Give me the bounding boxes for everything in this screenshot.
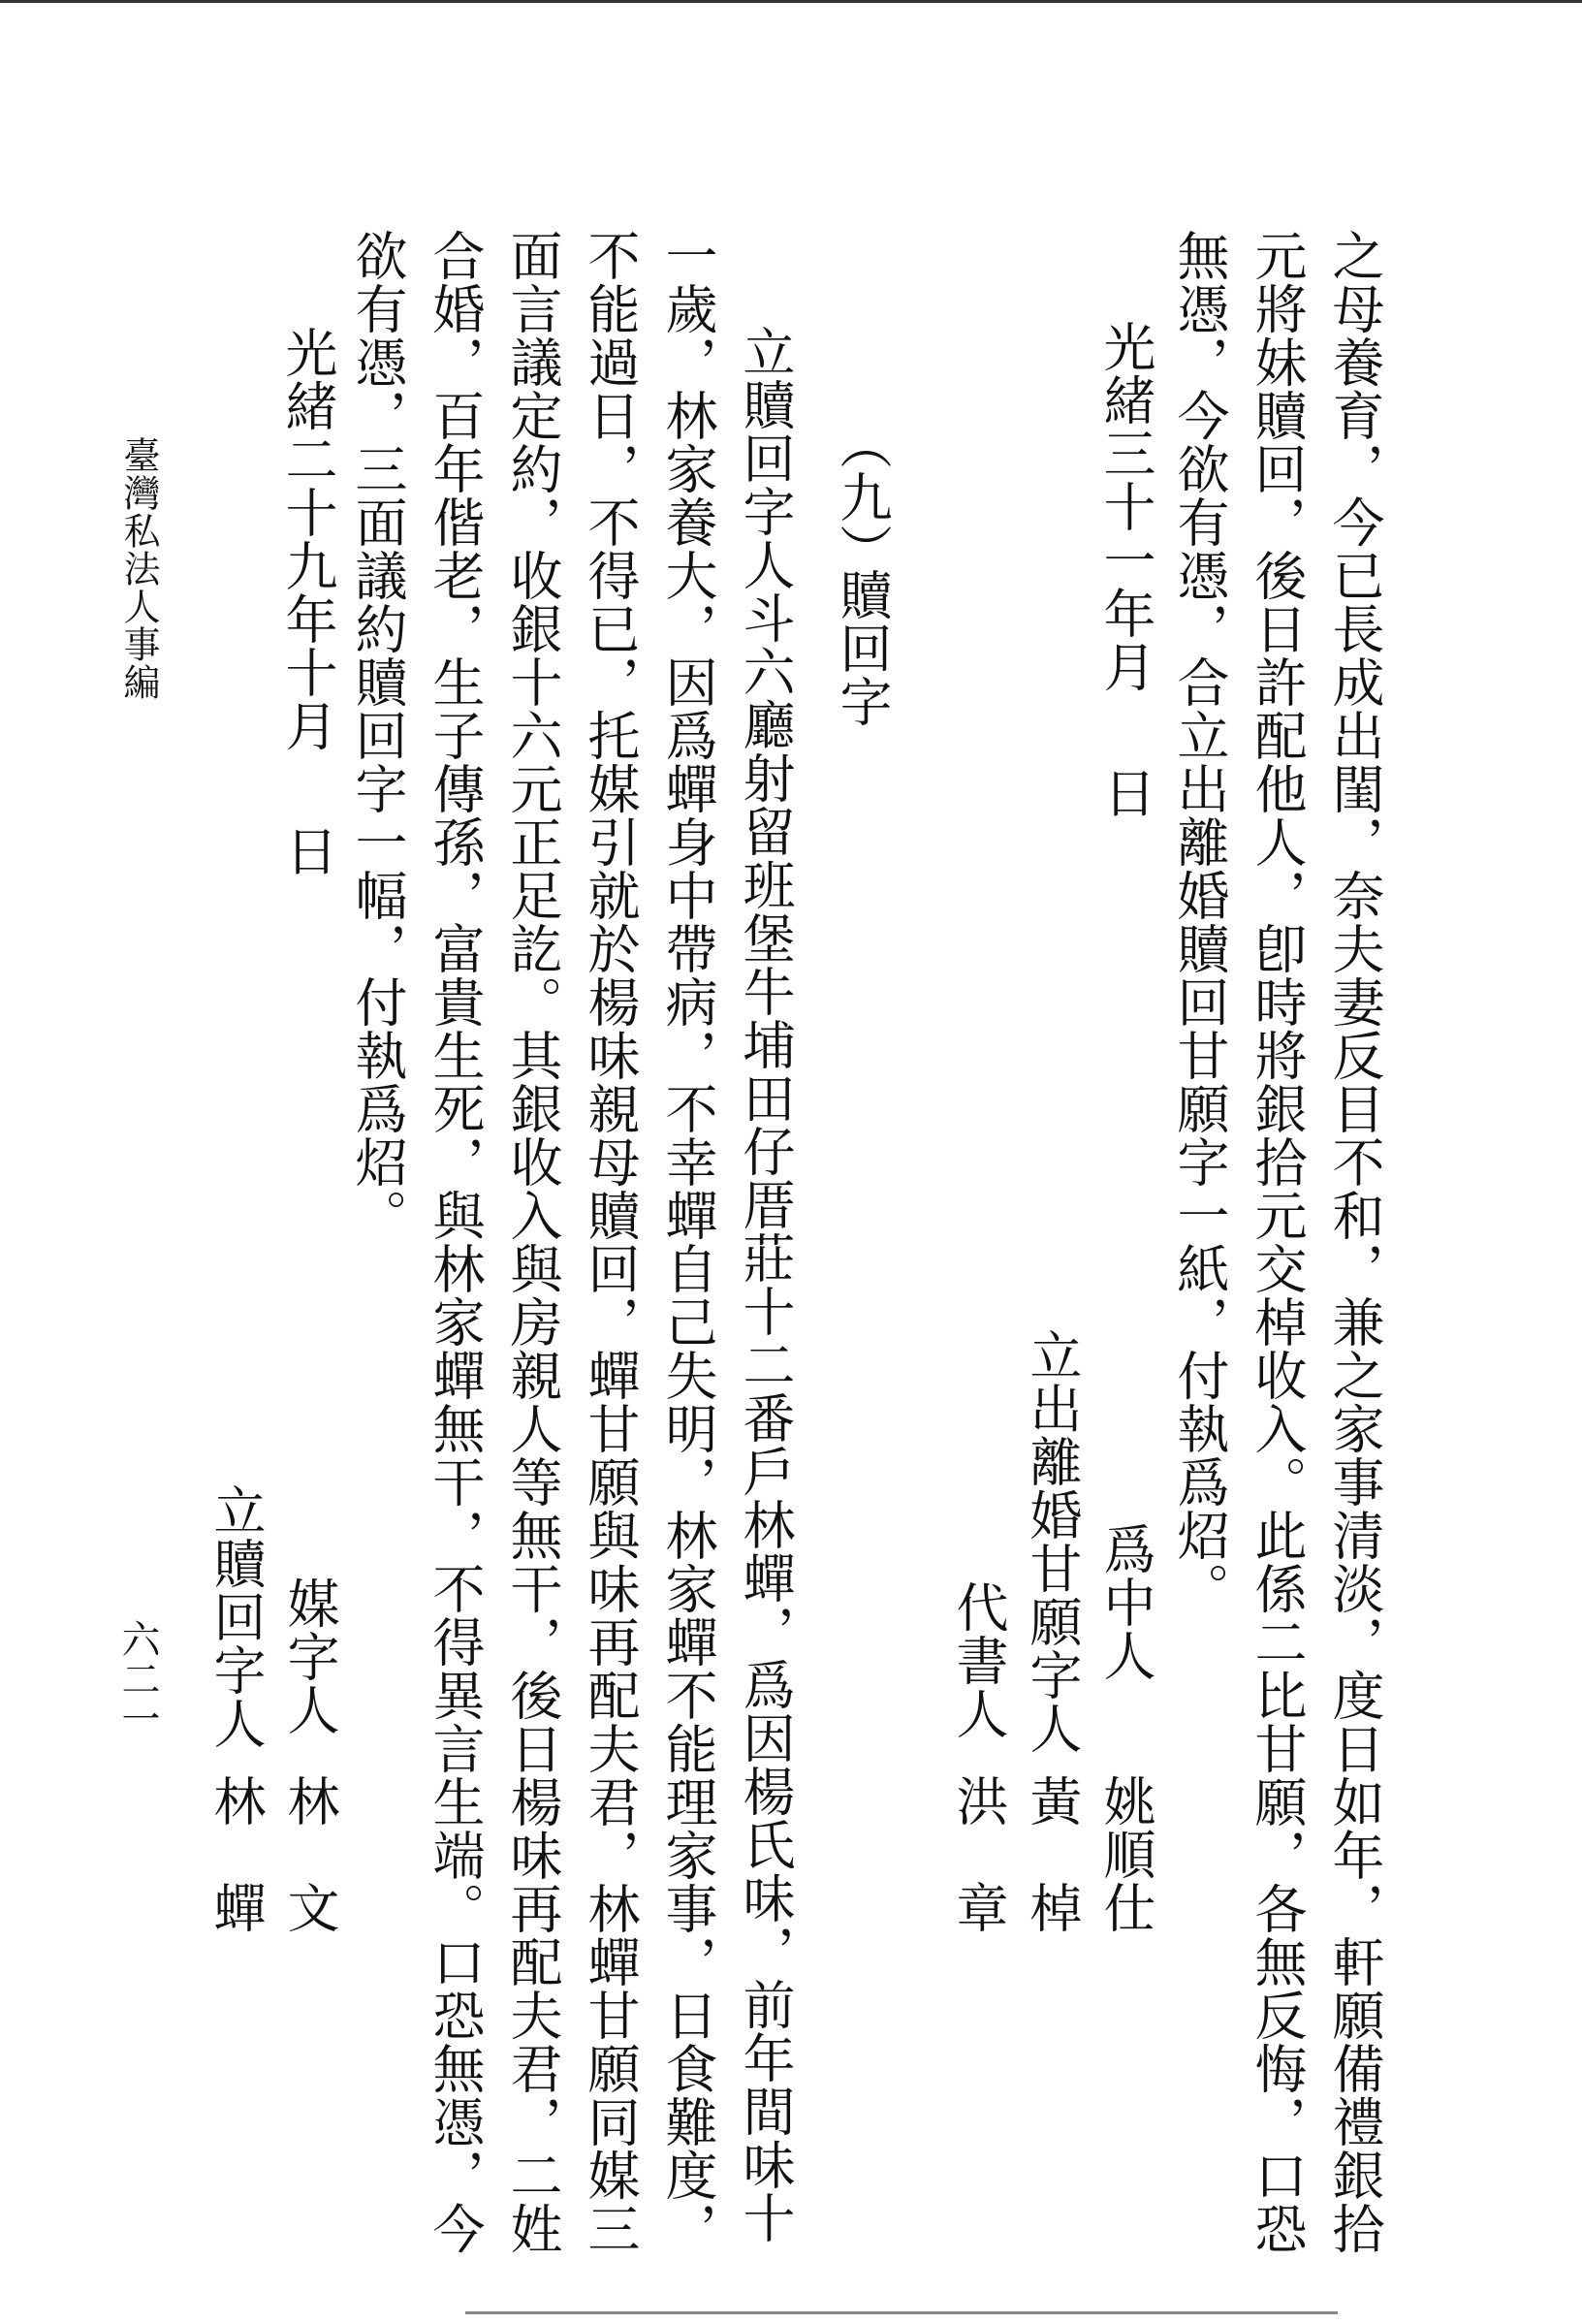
signatory-name: 姚順仕 [1095, 1774, 1156, 1934]
body-line-5: 一歲，林家養大，因爲蟬身中帶病，不幸蟬自己失明，林家蟬不能理家事，日食難度， [657, 229, 718, 2255]
signatory-name: 黃 棹 [1022, 1774, 1083, 1934]
section-title: 贖回字 [832, 568, 893, 728]
date-day-nine: 日 [277, 824, 338, 877]
body-line-3: 無憑，今欲有憑，合立出離婚贖回甘願字一紙，付執爲炤。 [1169, 229, 1230, 1615]
date-line-prev: 光緒三十一年月 [1095, 320, 1156, 693]
date-day-prev: 日 [1095, 766, 1156, 819]
signatory-name: 林 蟬 [206, 1774, 267, 1934]
signatory-role: 爲中人 [1095, 1522, 1156, 1682]
signatory-name: 洪 章 [948, 1774, 1009, 1934]
bottom-border-line [465, 2311, 1338, 2314]
section-number: （九） [832, 417, 893, 577]
body-line-8: 合婚，百年偕老，生子傳孫，富貴生死，與林家蟬無干，不得異言生端。口恐無憑，今 [425, 229, 486, 2255]
signatory-name: 林 文 [279, 1774, 340, 1934]
running-head: 臺灣私法人事編 [117, 436, 160, 701]
signatory-role: 媒字人 [279, 1576, 340, 1736]
signatory-role: 立出離婚甘願字人 [1022, 1328, 1083, 1755]
date-line-nine: 光緒二十九年十月 [277, 326, 338, 752]
body-line-2: 元將妹贖回，後日許配他人，卽時將銀拾元交棹收入。此係二比甘願，各無反悔，口恐 [1247, 229, 1308, 2255]
signatory-role: 立贖回字人 [206, 1483, 267, 1750]
body-line-4: 立贖回字人斗六廳射留班堡牛埔田仔厝莊十二番戶林蟬，爲因楊氏味，前年間味十 [735, 325, 796, 2244]
page-number: 六二一 [115, 1619, 160, 1738]
top-border-line [0, 0, 1582, 3]
body-line-1: 之母養育，今已長成出閨，奈夫妻反目不和，兼之家事清淡，度日如年，軒願備禮銀拾 [1324, 229, 1385, 2255]
signatory-role: 代書人 [948, 1580, 1009, 1740]
body-line-9: 欲有憑，三面議約贖回字一幅，付執爲炤。 [347, 229, 408, 1242]
body-line-6: 不能過日，不得已，托媒引就於楊味親母贖回，蟬甘願與味再配夫君，林蟬甘願同媒三 [580, 229, 641, 2255]
body-line-7: 面言議定約，收銀十六元正足訖。其銀收入與房親人等無干，後日楊味再配夫君，二姓 [502, 229, 563, 2255]
